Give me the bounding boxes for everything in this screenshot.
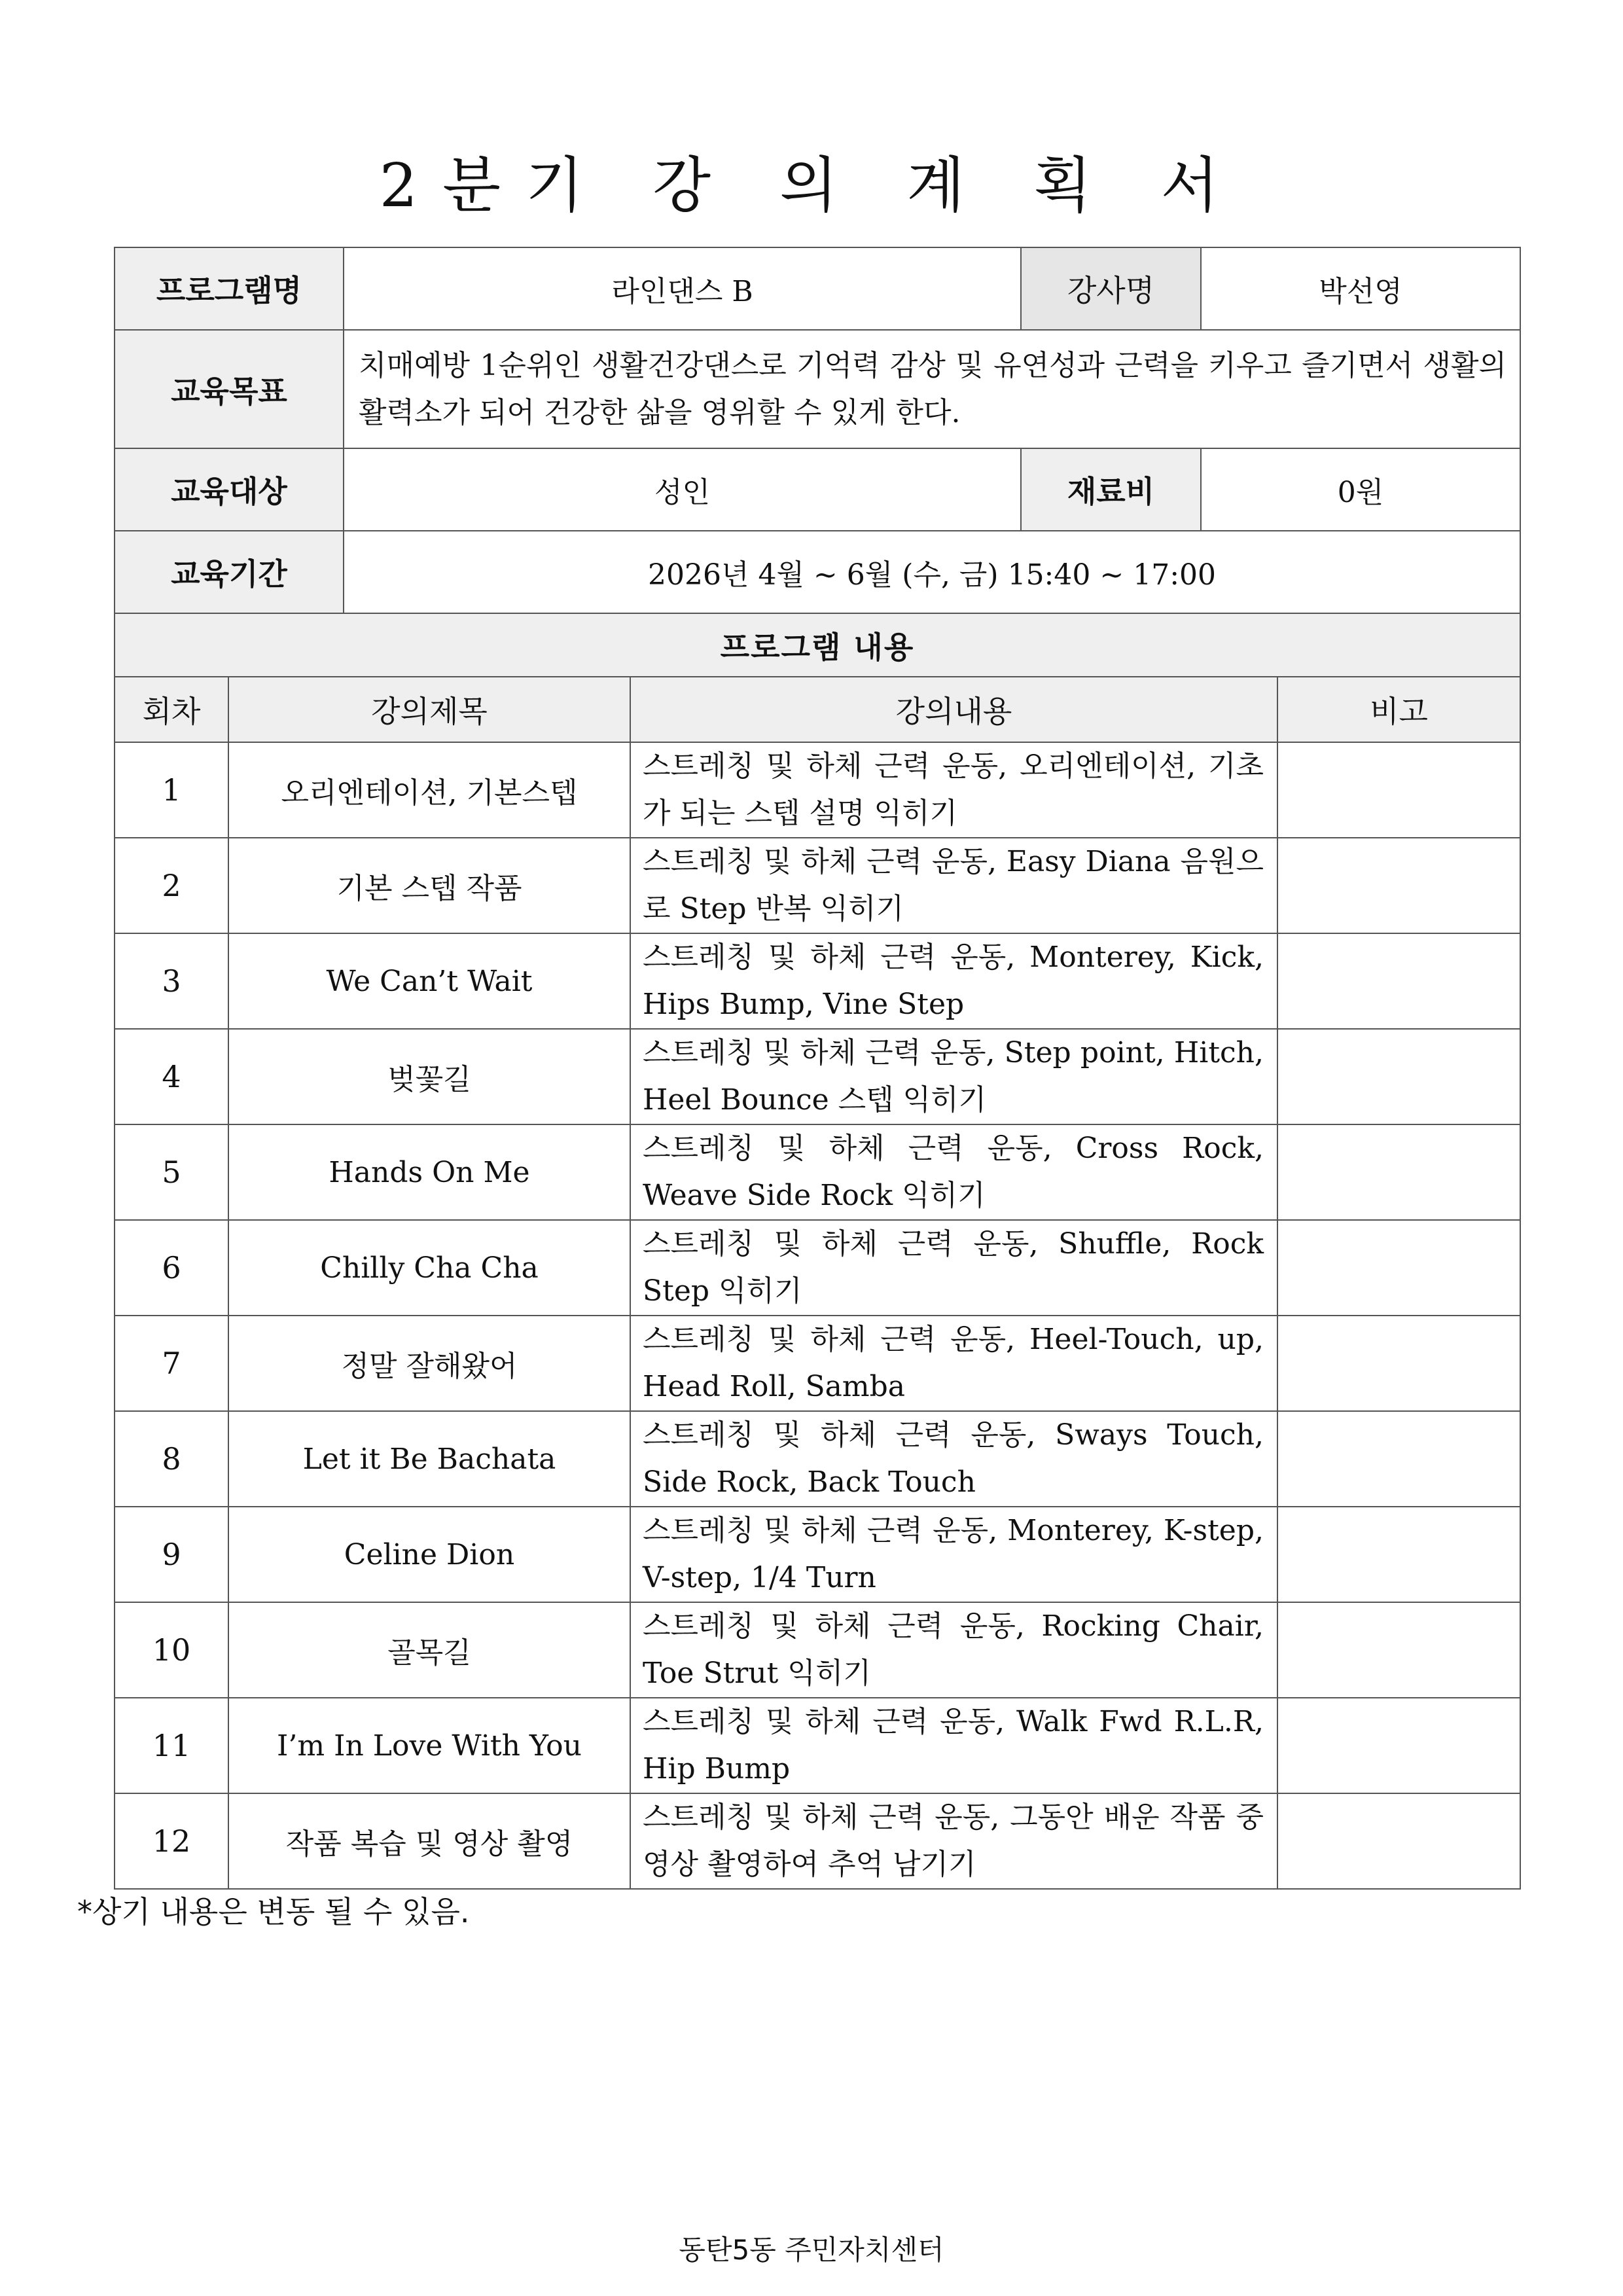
session-number: 10 — [115, 1602, 228, 1698]
table-row — [115, 1316, 1520, 1411]
lecture-content: 스트레칭 및 하체 근력 운동, Cross Rock, Weave Side Rock 익히기 — [630, 1124, 1277, 1220]
remarks-cell — [1277, 933, 1520, 1029]
table-row — [115, 838, 1520, 933]
remarks-cell — [1277, 1793, 1520, 1889]
table-row — [115, 1029, 1520, 1124]
lecture-title: 오리엔테이션, 기본스텝 — [228, 742, 630, 838]
remarks-cell — [1277, 1507, 1520, 1602]
lecture-title: 작품 복습 및 영상 촬영 — [228, 1793, 630, 1889]
remarks-cell — [1277, 1029, 1520, 1124]
target-label: 교육대상 — [115, 448, 344, 531]
material-fee-value: 0원 — [1201, 448, 1520, 531]
period-value: 2026년 4월 ~ 6월 (수, 금) 15:40 ~ 17:00 — [344, 531, 1520, 613]
remarks-cell — [1277, 1602, 1520, 1698]
instructor-value: 박선영 — [1201, 247, 1520, 330]
table-row — [115, 1793, 1520, 1889]
lecture-content: 스트레칭 및 하체 근력 운동, 그동안 배운 작품 중 영상 촬영하여 추억 남기기 — [630, 1793, 1277, 1889]
target-value: 성인 — [344, 448, 1021, 531]
lecture-content: 스트레칭 및 하체 근력 운동, Rocking Chair, Toe Strut 익히기 — [630, 1602, 1277, 1698]
table-row — [115, 1124, 1520, 1220]
session-number: 11 — [115, 1698, 228, 1793]
lecture-title: Celine Dion — [228, 1507, 630, 1602]
table-row — [115, 1411, 1520, 1507]
lecture-content: 스트레칭 및 하체 근력 운동, Step point, Hitch, Heel Bounce 스텝 익히기 — [630, 1029, 1277, 1124]
lecture-content: 스트레칭 및 하체 근력 운동, Easy Diana 음원으로 Step 반복 익히기 — [630, 838, 1277, 933]
header-remarks: 비고 — [1277, 677, 1520, 742]
lecture-title: I’m In Love With You — [228, 1698, 630, 1793]
instructor-label: 강사명 — [1021, 247, 1201, 330]
lecture-title: 기본 스텝 작품 — [228, 838, 630, 933]
table-row — [115, 1220, 1520, 1316]
session-number: 8 — [115, 1411, 228, 1507]
document-title: 2분기 강 의 계 획 서 — [379, 151, 1244, 221]
remarks-cell — [1277, 1220, 1520, 1316]
program-table — [114, 676, 1521, 1890]
lecture-title: We Can’t Wait — [228, 933, 630, 1029]
lecture-title: Chilly Cha Cha — [228, 1220, 630, 1316]
change-notice: *상기 내용은 변동 될 수 있음. — [77, 1894, 470, 1929]
table-row — [115, 742, 1520, 838]
table-row — [115, 1698, 1520, 1793]
lecture-title: Let it Be Bachata — [228, 1411, 630, 1507]
session-number: 1 — [115, 742, 228, 838]
lecture-content: 스트레칭 및 하체 근력 운동, Walk Fwd R.L.R, Hip Bump — [630, 1698, 1277, 1793]
program-name-label: 프로그램명 — [115, 247, 344, 330]
table-row — [115, 1602, 1520, 1698]
session-number: 3 — [115, 933, 228, 1029]
session-number: 9 — [115, 1507, 228, 1602]
remarks-cell — [1277, 1698, 1520, 1793]
session-number: 2 — [115, 838, 228, 933]
goal-label: 교육목표 — [115, 330, 344, 448]
lecture-content: 스트레칭 및 하체 근력 운동, Shuffle, Rock Step 익히기 — [630, 1220, 1277, 1316]
goal-value: 치매예방 1순위인 생활건강댄스로 기억력 감상 및 유연성과 근력을 키우고 즐기면서 생활의 활력소가 되어 건강한 삶을 영위할 수 있게 한다. — [344, 330, 1520, 448]
lecture-title: Hands On Me — [228, 1124, 630, 1220]
remarks-cell — [1277, 838, 1520, 933]
remarks-cell — [1277, 1124, 1520, 1220]
table-row — [115, 1507, 1520, 1602]
header-lecture-content: 강의내용 — [630, 677, 1277, 742]
session-number: 6 — [115, 1220, 228, 1316]
header-lecture-title: 강의제목 — [228, 677, 630, 742]
footer-organization: 동탄5동 주민자치센터 — [679, 2234, 944, 2266]
session-number: 5 — [115, 1124, 228, 1220]
lecture-content: 스트레칭 및 하체 근력 운동, Monterey, K-step, V-step, 1/4 Turn — [630, 1507, 1277, 1602]
session-number: 12 — [115, 1793, 228, 1889]
info-table — [114, 247, 1521, 677]
remarks-cell — [1277, 1411, 1520, 1507]
remarks-cell — [1277, 742, 1520, 838]
program-section-title: 프로그램 내용 — [115, 613, 1520, 677]
lecture-title: 골목길 — [228, 1602, 630, 1698]
lecture-content: 스트레칭 및 하체 근력 운동, Sways Touch, Side Rock, Back Touch — [630, 1411, 1277, 1507]
material-fee-label: 재료비 — [1021, 448, 1201, 531]
lecture-title: 벚꽃길 — [228, 1029, 630, 1124]
header-session: 회차 — [115, 677, 228, 742]
lecture-title: 정말 잘해왔어 — [228, 1316, 630, 1411]
program-name-value: 라인댄스 B — [344, 247, 1021, 330]
session-number: 4 — [115, 1029, 228, 1124]
session-number: 7 — [115, 1316, 228, 1411]
lecture-content: 스트레칭 및 하체 근력 운동, Heel-Touch, up, Head Roll, Samba — [630, 1316, 1277, 1411]
lecture-content: 스트레칭 및 하체 근력 운동, 오리엔테이션, 기초가 되는 스텝 설명 익히기 — [630, 742, 1277, 838]
period-label: 교육기간 — [115, 531, 344, 613]
lecture-content: 스트레칭 및 하체 근력 운동, Monterey, Kick, Hips Bump, Vine Step — [630, 933, 1277, 1029]
table-row — [115, 933, 1520, 1029]
remarks-cell — [1277, 1316, 1520, 1411]
